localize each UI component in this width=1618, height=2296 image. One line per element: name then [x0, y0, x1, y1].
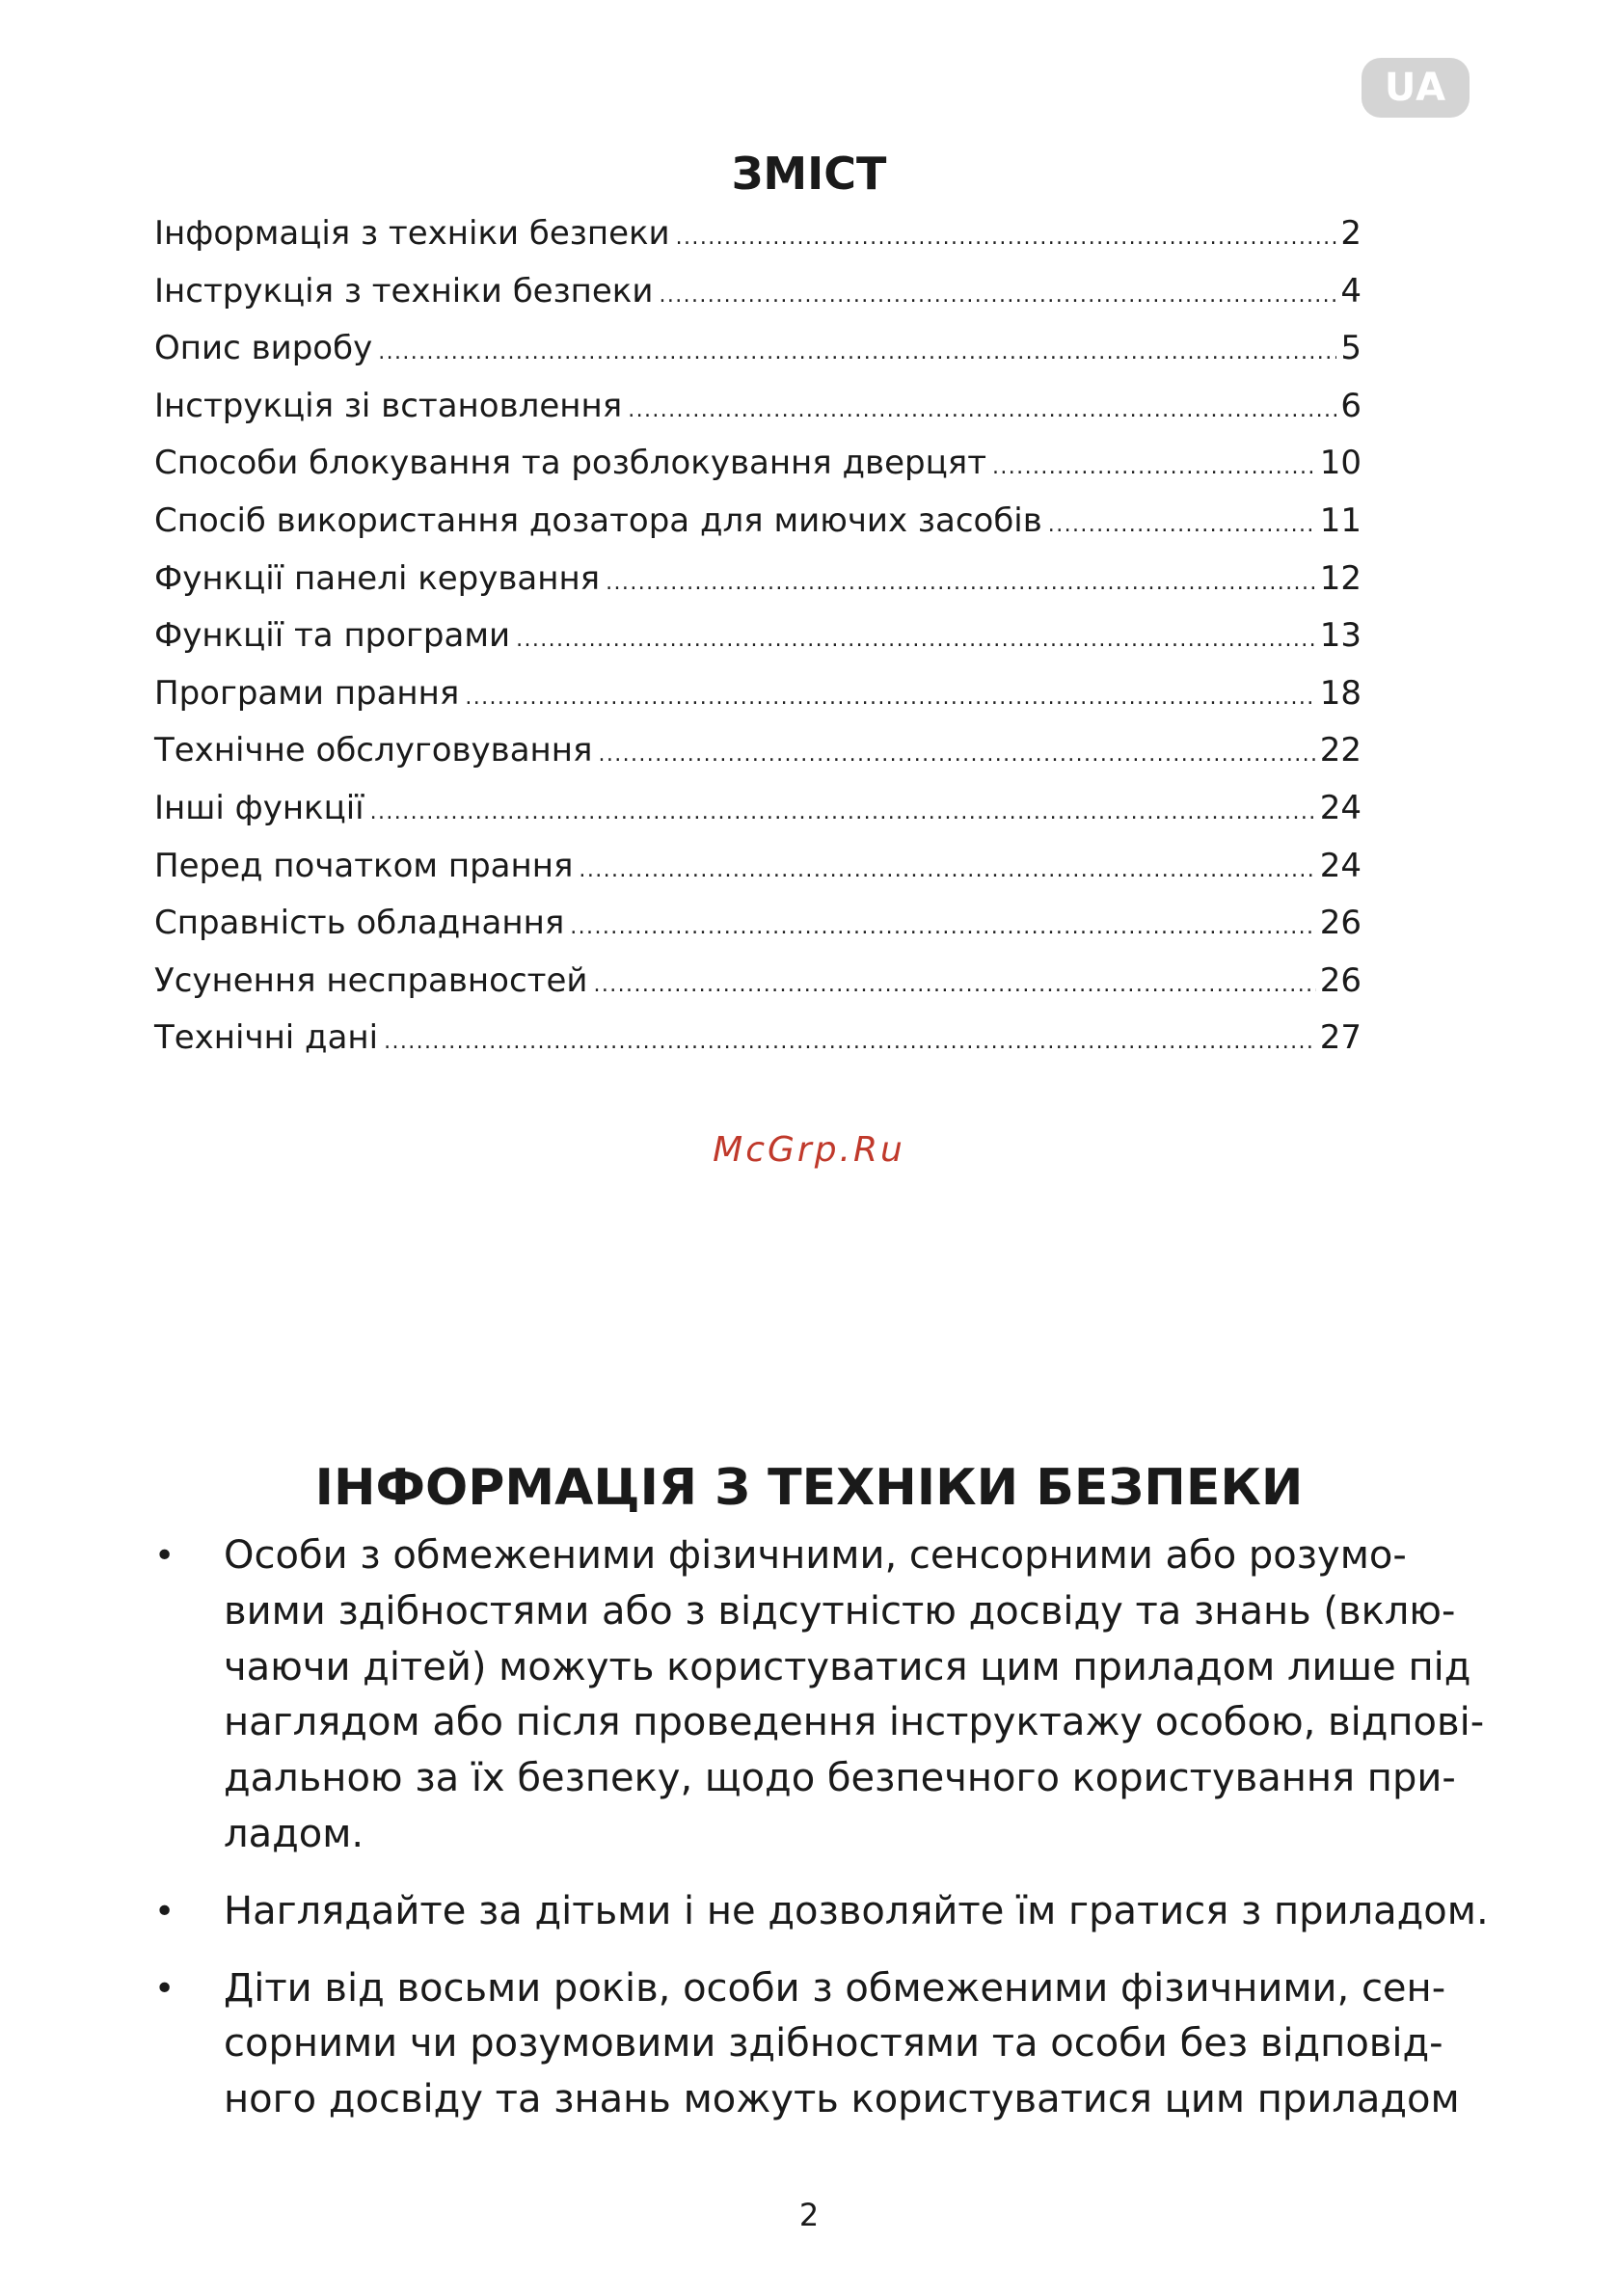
toc-leader-dots	[659, 263, 1336, 325]
toc-entry	[154, 665, 1362, 723]
toc-entry-label: Функції та програми	[154, 616, 511, 656]
safety-bullet-list	[154, 1528, 1489, 2149]
toc-entry-label: Інші функції	[154, 788, 364, 827]
toc-leader-dots	[992, 435, 1316, 497]
toc-entry-page: 4	[1340, 271, 1362, 311]
toc-leader-dots	[598, 722, 1315, 784]
toc-title: ЗМІСТ	[731, 148, 887, 200]
toc-leader-dots	[579, 838, 1315, 900]
page-number: 2	[798, 2197, 820, 2233]
toc-entry-page: 13	[1319, 616, 1362, 656]
toc-entry	[154, 953, 1362, 1011]
toc-leader-dots	[465, 665, 1315, 727]
toc-entry-label: Способи блокування та розблокування дверцят	[154, 444, 986, 483]
toc-entry-label: Інструкція з техніки безпеки	[154, 271, 654, 311]
toc-entry	[154, 378, 1362, 436]
safety-bullet-item	[154, 1528, 1485, 1863]
toc-entry-page: 24	[1319, 846, 1362, 885]
toc-entry-page: 10	[1319, 444, 1362, 483]
bullet-text-line: Особи з обмеженими фізичними, сенсорними або розумо-	[224, 1533, 1407, 1578]
toc-entry-page: 6	[1340, 386, 1362, 425]
section-title: ІНФОРМАЦІЯ З ТЕХНІКИ БЕЗПЕКИ	[314, 1459, 1304, 1517]
bullet-text-line: дальною за їх безпеку, щодо безпечного користування при-	[224, 1756, 1456, 1801]
toc-entry	[154, 435, 1362, 493]
toc-leader-dots	[606, 551, 1316, 612]
toc-entry-label: Технічні дані	[154, 1018, 379, 1058]
toc-entry	[154, 493, 1362, 551]
toc-entry-page: 26	[1319, 904, 1362, 943]
safety-bullet-item	[154, 1961, 1485, 2128]
toc-entry	[154, 320, 1362, 378]
bullet-text-line: наглядом або після проведення інструктажу особою, відпові-	[224, 1700, 1485, 1745]
toc-leader-dots	[593, 953, 1315, 1014]
bullet-text-line: ладом.	[224, 1811, 364, 1856]
toc-leader-dots	[370, 780, 1316, 842]
safety-bullet-item	[154, 1884, 1489, 1940]
toc-entry	[154, 551, 1362, 608]
toc-leader-dots	[628, 378, 1336, 440]
toc-entry-label: Усунення несправностей	[154, 960, 588, 1000]
toc-entry	[154, 1010, 1362, 1067]
toc-leader-dots	[378, 320, 1336, 382]
toc-entry	[154, 780, 1362, 838]
toc-entry-label: Перед початком прання	[154, 846, 574, 885]
toc-entry-page: 26	[1319, 960, 1362, 1000]
toc-entry-label: Опис виробу	[154, 329, 373, 368]
toc-entry-page: 27	[1319, 1018, 1362, 1058]
bullet-text-line: вими здібностями або з відсутністю досвіду та знань (вклю-	[224, 1588, 1456, 1634]
toc-entry	[154, 608, 1362, 665]
bullet-text-line: чаючи дітей) можуть користуватися цим приладом лише під	[224, 1644, 1471, 1689]
toc-entry-page: 2	[1340, 214, 1362, 253]
toc-entry	[154, 722, 1362, 780]
toc-leader-dots	[1048, 493, 1316, 554]
toc-entry-label: Спосіб використання дозатора для миючих засобів	[154, 500, 1042, 540]
toc-entry	[154, 838, 1362, 896]
toc-entry	[154, 205, 1362, 263]
toc-leader-dots	[516, 608, 1316, 669]
toc-entry-page: 12	[1319, 558, 1362, 598]
toc-entry-page: 18	[1319, 673, 1362, 713]
bullet-dot-icon: •	[154, 1536, 175, 1576]
toc-entry-page: 11	[1319, 500, 1362, 540]
table-of-contents	[154, 205, 1362, 1067]
toc-entry-label: Функції панелі керування	[154, 558, 601, 598]
watermark: McGrp.Ru	[713, 1130, 905, 1170]
toc-entry-label: Інформація з техніки безпеки	[154, 214, 670, 253]
toc-entry-label: Справність обладнання	[154, 904, 565, 943]
bullet-dot-icon: •	[154, 1968, 175, 2009]
toc-entry-label: Інструкція зі встановлення	[154, 386, 623, 425]
toc-entry-label: Технічне обслуговування	[154, 731, 593, 770]
bullet-text-line: ного досвіду та знань можуть користуватися цим приладом	[224, 2077, 1460, 2122]
toc-entry-page: 24	[1319, 788, 1362, 827]
bullet-dot-icon: •	[154, 1891, 175, 1931]
toc-entry-page: 22	[1319, 731, 1362, 770]
toc-entry-page: 5	[1340, 329, 1362, 368]
toc-leader-dots	[676, 205, 1337, 267]
language-badge: UA	[1362, 58, 1470, 118]
toc-entry-label: Програми прання	[154, 673, 460, 713]
toc-leader-dots	[384, 1010, 1316, 1071]
bullet-text-line: Наглядайте за дітьми і не дозволяйте їм гратися з приладом.	[224, 1888, 1489, 1933]
toc-entry	[154, 895, 1362, 953]
toc-entry	[154, 263, 1362, 321]
toc-leader-dots	[570, 895, 1315, 957]
bullet-text-line: сорними чи розумовими здібностями та особи без відповід-	[224, 2021, 1443, 2066]
bullet-text-line: Діти від восьми років, особи з обмеженими фізичними, сен-	[224, 1965, 1446, 2011]
